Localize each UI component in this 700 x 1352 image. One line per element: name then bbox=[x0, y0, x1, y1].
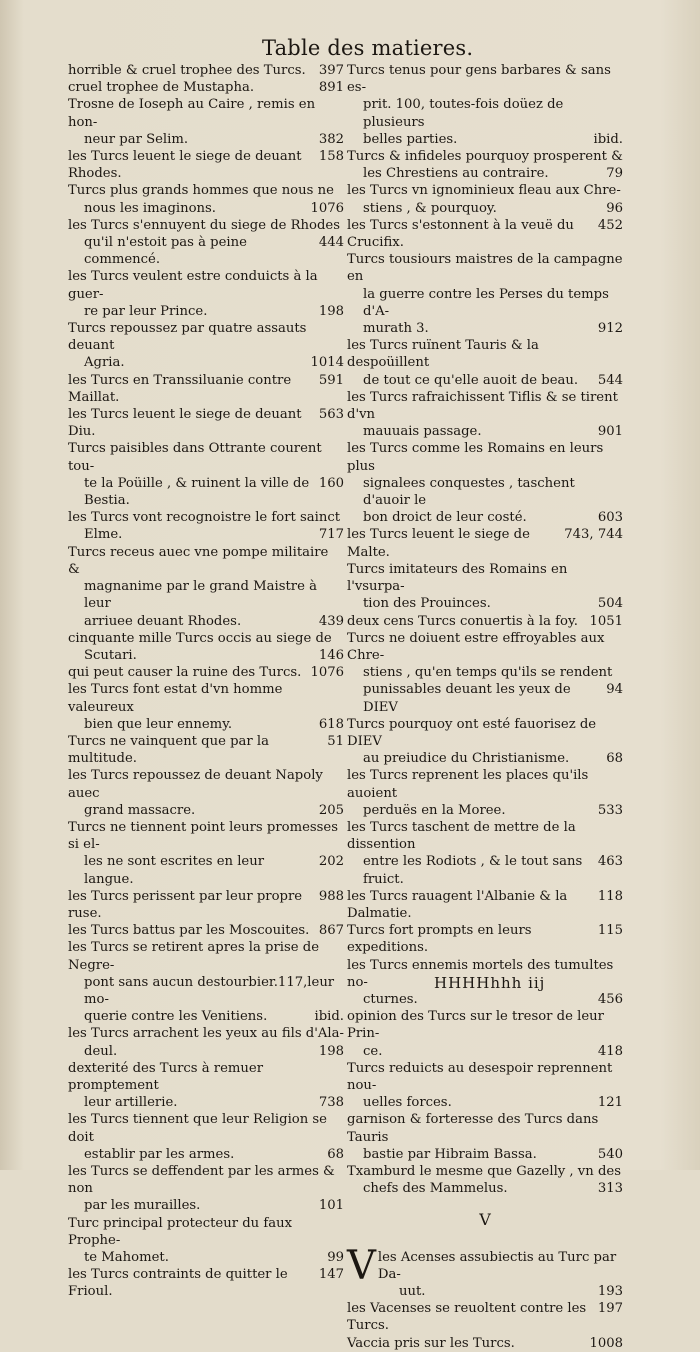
page-number: 51 bbox=[327, 733, 344, 749]
signature-mark: HHHHhhh iij bbox=[434, 974, 546, 992]
page-number: 456 bbox=[597, 991, 623, 1007]
index-entry bbox=[68, 217, 344, 269]
entry-text: Turc principal protecteur du faux Prophe- bbox=[68, 1215, 293, 1248]
index-entry bbox=[68, 1111, 344, 1163]
entry-text: 1076 nous les imaginons. bbox=[84, 200, 344, 216]
entry-text: 603 bon droict de leur costé. bbox=[363, 510, 623, 526]
entry-text: les Turcs veulent estre conduicts à la guer- bbox=[68, 269, 318, 302]
right-column bbox=[347, 62, 623, 1352]
index-entry bbox=[68, 733, 344, 767]
page-number: 96 bbox=[606, 200, 623, 216]
entry-text: 94 punissables deuant les yeux de DIEV bbox=[363, 682, 623, 715]
index-entry bbox=[347, 716, 623, 768]
entry-text: 418 ce. bbox=[363, 1043, 623, 1059]
entry-text: les Turcs comme les Romains en leurs plus bbox=[347, 441, 604, 474]
index-entry bbox=[347, 182, 623, 216]
entry-text: Acenses assubiectis au Turc par Da- bbox=[377, 1249, 617, 1282]
entry-text: 452 les Turcs s'estonnent à la veuë du Crucifix. bbox=[347, 217, 623, 251]
index-entry bbox=[68, 79, 344, 96]
index-entry bbox=[347, 148, 623, 182]
index-entry bbox=[347, 1163, 623, 1197]
entry-text: Turcs imitateurs des Romains en l'vsurpa- bbox=[347, 561, 568, 595]
index-entry bbox=[68, 268, 344, 320]
page-number: 1076 bbox=[310, 200, 344, 216]
entry-text: ibid. querie contre les Venitiens. bbox=[84, 1009, 344, 1025]
right-entries bbox=[347, 62, 623, 1197]
entry-text: les Turcs s'ennuyent du siege de Rhodes bbox=[68, 217, 341, 233]
drop-capital: V bbox=[347, 1242, 376, 1289]
entry-text: 118 les Turcs rauagent l'Albanie & la Dalmatie. bbox=[347, 888, 623, 921]
entry-text: 198 deul. bbox=[84, 1043, 344, 1059]
entry-text: Turcs tenus pour gens barbares & sans es- bbox=[347, 63, 611, 96]
index-entry bbox=[68, 767, 344, 819]
entry-text: prit. 100, toutes-fois doüez de plusieurs bbox=[363, 97, 564, 130]
entry-text: 79 les Chrestiens au contraire. bbox=[363, 166, 623, 182]
index-entry bbox=[68, 544, 344, 630]
index-entry bbox=[347, 1111, 623, 1163]
page-number: 901 bbox=[597, 424, 623, 440]
page-number: 121 bbox=[597, 1095, 623, 1111]
entry-text: stiens , qu'en temps qu'ils se rendent bbox=[363, 665, 613, 681]
entry-text: Turcs tousiours maistres de la campagne en bbox=[347, 252, 623, 285]
entry-text: 160 te la Poüille , & ruinent la ville de Bestia. bbox=[84, 475, 344, 509]
entry-text: ibid. belles parties. bbox=[363, 131, 623, 147]
page-number: 160 bbox=[318, 475, 344, 491]
entry-text: les Turcs vn ignominieux fleau aux Chre- bbox=[347, 183, 621, 199]
entry-text: 463 entre les Rodiots , & le tout sans fruict. bbox=[363, 854, 623, 887]
index-entry bbox=[347, 1008, 623, 1060]
entry-text: les Turcs tiennent que leur Religion se doit bbox=[68, 1112, 327, 1145]
page-number: 891 bbox=[318, 80, 344, 96]
entry-text: 115 Turcs fort prompts en leurs expeditions. bbox=[347, 923, 623, 956]
entry-text: 313 chefs des Mammelus. bbox=[363, 1181, 623, 1197]
index-entry bbox=[68, 440, 344, 509]
entry-text: magnanime par le grand Maistre à leur bbox=[84, 579, 317, 612]
index-entry bbox=[347, 1242, 623, 1301]
index-entry bbox=[68, 1025, 344, 1059]
entry-text: 202 les ne sont escrites en leur langue. bbox=[84, 854, 344, 887]
entry-text: la guerre contre les Perses du temps d'A- bbox=[363, 286, 609, 319]
entry-text: Txamburd le mesme que Gazelly , vn des bbox=[347, 1164, 621, 1179]
index-entry bbox=[68, 888, 344, 922]
entry-text bbox=[347, 1242, 623, 1289]
index-entry bbox=[68, 664, 344, 681]
page-title: Table des matieres. bbox=[262, 36, 474, 60]
entry-text: 563 les Turcs leuent le siege de deuant Diu. bbox=[68, 407, 344, 440]
index-entry bbox=[347, 819, 623, 888]
entry-text: 51 Turcs ne vainquent que par la multitude. bbox=[68, 733, 344, 767]
index-entry bbox=[347, 337, 623, 389]
index-entry bbox=[68, 1163, 344, 1215]
page-number: 197 bbox=[597, 1301, 623, 1317]
entry-text: 738 leur artillerie. bbox=[84, 1095, 344, 1111]
index-entry bbox=[347, 526, 623, 560]
v-entries bbox=[347, 1242, 623, 1352]
section-letter: V bbox=[479, 1210, 491, 1230]
entry-text: les Turcs vont recognoistre le fort sainct bbox=[68, 510, 341, 526]
page-number: 544 bbox=[597, 372, 623, 388]
entry-text: les Turcs arrachent les yeux au fils d'Ala- bbox=[68, 1026, 344, 1042]
index-entry bbox=[68, 922, 344, 939]
page-number: 743, 744 bbox=[564, 527, 623, 543]
entry-text: 146 Scutari. bbox=[84, 647, 344, 663]
page-number: 439 bbox=[318, 613, 344, 629]
entry-text: 912 murath 3. bbox=[363, 321, 623, 337]
page-number: 1051 bbox=[589, 613, 623, 629]
entry-text: 68 au preiudice du Christianisme. bbox=[363, 751, 623, 767]
entry-text: les Turcs font estat d'vn homme valeureux bbox=[68, 682, 283, 715]
entry-text: pont sans aucun destourbier.117,leur mo- bbox=[84, 974, 335, 1007]
entry-text: 397 horrible & cruel trophee des Turcs. bbox=[68, 63, 344, 78]
entry-text: 867 les Turcs battus par les Moscouites. bbox=[68, 923, 344, 939]
page-number: ibid. bbox=[593, 131, 623, 147]
index-entry bbox=[68, 96, 344, 148]
index-entry bbox=[347, 630, 623, 716]
entry-text: Turcs repoussez par quatre assauts deuant bbox=[68, 321, 307, 354]
entry-text: Turcs reduicts au desespoir reprennent nou- bbox=[347, 1060, 613, 1093]
page-number: 738 bbox=[318, 1095, 344, 1111]
index-entry bbox=[68, 406, 344, 440]
page-number: 418 bbox=[597, 1043, 623, 1059]
entry-text: cinquante mille Turcs occis au siege de bbox=[68, 630, 332, 646]
entry-text: 382 neur par Selim. bbox=[84, 131, 344, 147]
entry-text: 198 re par leur Prince. bbox=[84, 303, 344, 319]
page-number: 115 bbox=[597, 923, 623, 939]
entry-text: les Turcs se deffendent par les armes & non bbox=[68, 1164, 335, 1197]
entry-text: 197 les Vacenses se reuoltent contre les Turcs. bbox=[347, 1301, 623, 1334]
entry-text: les Turcs ennemis mortels des tumultes no- bbox=[347, 957, 614, 990]
page-number: 1008 bbox=[589, 1335, 623, 1351]
page-number: 463 bbox=[597, 854, 623, 870]
page-number: 79 bbox=[606, 166, 623, 182]
entry-text: les Turcs taschent de mettre de la dissention bbox=[347, 819, 576, 853]
index-entry bbox=[347, 888, 623, 922]
entry-text: Turcs paisibles dans Ottrante courent tou- bbox=[68, 441, 322, 474]
entry-text: 439 arriuee deuant Rhodes. bbox=[84, 613, 344, 629]
entry-text: 205 grand massacre. bbox=[84, 802, 344, 818]
page-number: 205 bbox=[318, 802, 344, 818]
page-number: 988 bbox=[318, 888, 344, 904]
entry-text: 121 uelles forces. bbox=[363, 1095, 623, 1111]
page-number: 382 bbox=[318, 131, 344, 147]
index-entry bbox=[347, 613, 623, 630]
entry-text: 540 bastie par Hibraim Bassa. bbox=[363, 1146, 623, 1162]
page-number: 591 bbox=[318, 372, 344, 388]
entry-text: 456 cturnes. bbox=[363, 991, 623, 1007]
entry-text: 1008 Vaccia pris sur les Turcs. bbox=[347, 1335, 623, 1351]
index-entry bbox=[347, 217, 623, 251]
page-number: 193 bbox=[597, 1284, 623, 1300]
page-number: 202 bbox=[318, 854, 344, 870]
entry-text: Turcs pourquoy ont esté fauorisez de DIEV bbox=[347, 716, 597, 749]
entry-text: 147 les Turcs contraints de quitter le Frioul. bbox=[68, 1267, 344, 1300]
page-number: 1076 bbox=[310, 665, 344, 681]
entry-text: 1051 deux cens Turcs conuertis à la foy. bbox=[347, 613, 623, 629]
entry-text: les Turcs reprenent les places qu'ils auoient bbox=[347, 768, 589, 801]
index-entry bbox=[68, 1215, 344, 1267]
page-number: 540 bbox=[597, 1146, 623, 1162]
index-entry bbox=[68, 320, 344, 372]
entry-text: Turcs & infideles pourquoy prosperent & bbox=[347, 149, 623, 165]
index-entry bbox=[68, 62, 344, 79]
page-number: 1014 bbox=[310, 355, 344, 371]
entry-text: 988 les Turcs perissent par leur propre ruse. bbox=[68, 888, 344, 921]
entry-text: 1076 qui peut causer la ruine des Turcs. bbox=[68, 665, 344, 681]
index-entry bbox=[68, 182, 344, 216]
page-number: 313 bbox=[597, 1181, 623, 1197]
entry-text: 591 les Turcs en Transsiluanie contre Maillat. bbox=[68, 372, 344, 405]
entry-text: 743, 744 les Turcs leuent le siege de Malte. bbox=[347, 527, 623, 560]
entry-text: les Turcs rafraichissent Tiflis & se tirent d'vn bbox=[347, 389, 618, 423]
index-entry bbox=[347, 767, 623, 819]
entry-text: les Turcs se retirent apres la prise de Negre- bbox=[68, 940, 320, 973]
entry-text: les Turcs ruïnent Tauris & la despoüillent bbox=[347, 338, 539, 371]
entry-text: 533 perduës en la Moree. bbox=[363, 802, 623, 818]
index-entry bbox=[68, 1266, 344, 1300]
entry-text: 717 Elme. bbox=[84, 527, 344, 543]
entry-text: 504 tion des Prouinces. bbox=[363, 596, 623, 612]
index-entry bbox=[68, 939, 344, 1025]
page-number: 146 bbox=[318, 647, 344, 663]
entry-text: 96 stiens , & pourquoy. bbox=[363, 200, 623, 216]
entry-text: 901 mauuais passage. bbox=[363, 424, 623, 440]
entry-text: 68 establir par les armes. bbox=[84, 1146, 344, 1162]
entry-text: 99 te Mahomet. bbox=[84, 1250, 344, 1266]
page-number: 618 bbox=[318, 716, 344, 732]
page-number: 533 bbox=[597, 802, 623, 818]
page-number: 99 bbox=[327, 1250, 344, 1266]
page-number: 68 bbox=[327, 1146, 344, 1162]
page-number: 563 bbox=[318, 407, 344, 423]
page-number: 94 bbox=[606, 682, 623, 698]
index-entry bbox=[347, 1300, 623, 1334]
page-number: 444 bbox=[318, 235, 344, 251]
page-number: 867 bbox=[318, 923, 344, 939]
index-entry bbox=[68, 819, 344, 888]
index-entry bbox=[347, 62, 623, 148]
page-number: 717 bbox=[318, 527, 344, 543]
index-entry bbox=[347, 561, 623, 613]
page-number: 68 bbox=[606, 751, 623, 767]
index-entry bbox=[347, 1335, 623, 1352]
entry-text: les bbox=[377, 1249, 401, 1265]
index-entry bbox=[68, 509, 344, 543]
entry-text: 544 de tout ce qu'elle auoit de beau. bbox=[363, 372, 623, 388]
entry-text: 618 bien que leur ennemy. bbox=[84, 716, 344, 732]
left-column bbox=[68, 62, 344, 1301]
entry-text: 891 cruel trophee de Mustapha. bbox=[68, 80, 344, 96]
page-number: 504 bbox=[597, 596, 623, 612]
entry-text: Turcs receus auec vne pompe militaire & bbox=[68, 544, 329, 577]
page-number: ibid. bbox=[314, 1009, 344, 1025]
entry-text: Turcs ne doiuent estre effroyables aux Chre- bbox=[347, 630, 605, 663]
entry-text: 1014 Agria. bbox=[84, 355, 344, 371]
index-entry bbox=[347, 922, 623, 956]
index-entry bbox=[347, 251, 623, 337]
entry-text: signalees conquestes , taschent d'auoir le bbox=[363, 475, 575, 509]
entry-text: garnison & forteresse des Turcs dans Tauris bbox=[347, 1112, 599, 1145]
index-entry bbox=[68, 630, 344, 664]
index-entry bbox=[68, 372, 344, 406]
page-number: 912 bbox=[597, 321, 623, 337]
entry-text: 158 les Turcs leuent le siege de deuant Rhodes. bbox=[68, 149, 344, 182]
index-entry bbox=[347, 389, 623, 441]
entry-text: opinion des Turcs sur le tresor de leur Prin- bbox=[347, 1009, 604, 1042]
entry-text: dexterité des Turcs à remuer promptement bbox=[68, 1060, 264, 1093]
page-number: 158 bbox=[318, 149, 344, 165]
entry-text: 101 par les murailles. bbox=[84, 1198, 344, 1214]
index-entry bbox=[347, 440, 623, 526]
page-number: 603 bbox=[597, 510, 623, 526]
index-entry bbox=[68, 681, 344, 733]
page-number: 397 bbox=[318, 63, 344, 78]
index-entry bbox=[68, 1060, 344, 1112]
entry-text: 193 uut. bbox=[399, 1284, 623, 1300]
index-entry bbox=[347, 1060, 623, 1112]
entry-text: les Turcs repoussez de deuant Napoly auec bbox=[68, 768, 323, 801]
entry-text: Turcs ne tiennent point leurs promesses si el- bbox=[68, 819, 338, 853]
entry-text: Trosne de Ioseph au Caire , remis en hon- bbox=[68, 97, 316, 130]
page-number: 198 bbox=[318, 1043, 344, 1059]
index-entry bbox=[68, 148, 344, 182]
page-number: 198 bbox=[318, 303, 344, 319]
page-number: 452 bbox=[597, 217, 623, 233]
page-number: 101 bbox=[318, 1198, 344, 1214]
entry-text: 444 qu'il n'estoit pas à peine commencé. bbox=[84, 235, 344, 268]
entry-text: Turcs plus grands hommes que nous ne bbox=[68, 183, 334, 199]
page-number: 118 bbox=[597, 888, 623, 904]
page-number: 147 bbox=[318, 1267, 344, 1283]
